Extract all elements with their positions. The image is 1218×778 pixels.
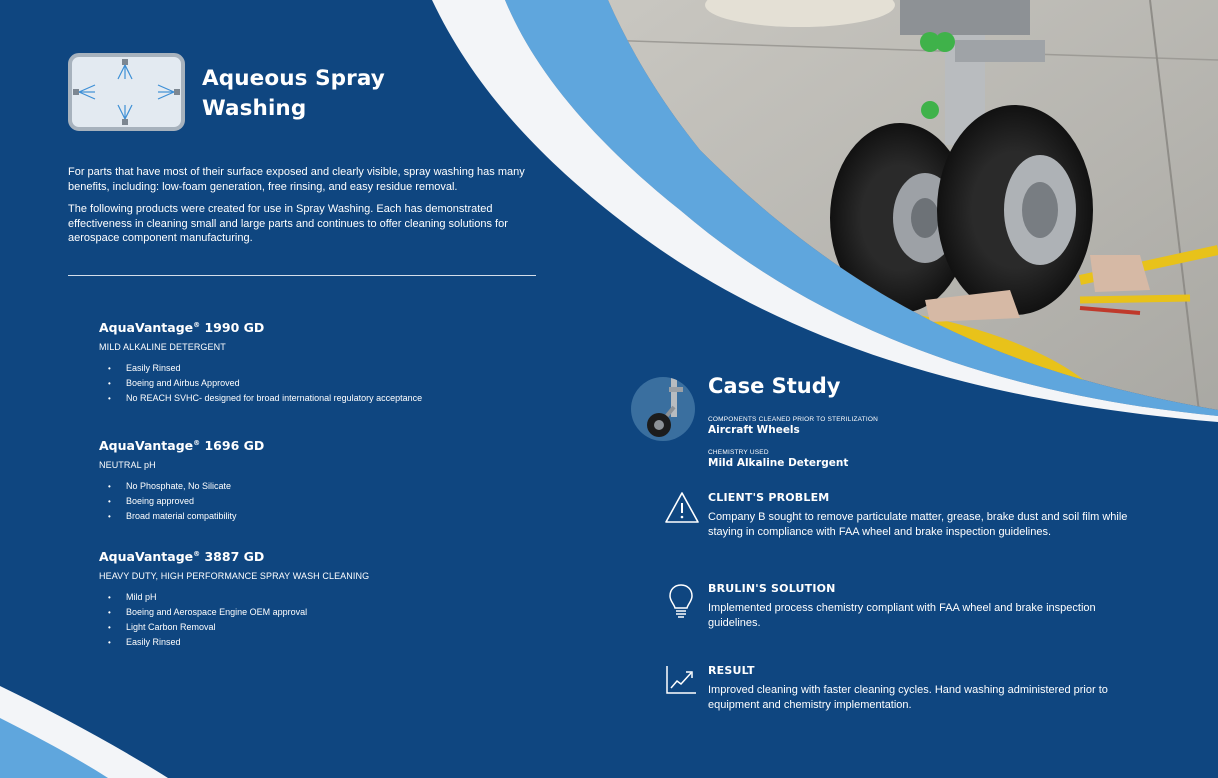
feature-item: • Mild pH: [99, 590, 369, 605]
chemistry-value: Mild Alkaline Detergent: [708, 457, 849, 469]
product-subtitle: NEUTRAL pH: [99, 460, 156, 470]
title-line-2: Washing: [202, 96, 307, 121]
feature-item: • Easily Rinsed: [99, 361, 422, 376]
product-features: [99, 590, 369, 650]
product-name: [99, 438, 264, 453]
title-line-1: Aqueous Spray: [202, 66, 385, 91]
registered-mark: ®: [193, 550, 201, 558]
product-brand: AquaVantage: [99, 549, 194, 564]
product-features: [99, 479, 264, 524]
spray-chamber-icon: [68, 53, 185, 136]
registered-mark: ®: [193, 439, 201, 447]
chemistry-label: CHEMISTRY USED: [708, 449, 769, 456]
intro-paragraph-1: For parts that have most of their surface exposed and clearly visible, spray washing has many benefits, including: low-foam generation, free rinsing, and easy residue removal.: [68, 166, 525, 193]
warning-icon: [664, 491, 700, 529]
lightbulb-icon: [668, 583, 694, 624]
product-name: [99, 549, 369, 564]
result-heading: RESULT: [708, 664, 755, 677]
result-section: [708, 664, 1148, 713]
components-label: COMPONENTS CLEANED PRIOR TO STERILIZATION: [708, 416, 879, 423]
feature-item: • No Phosphate, No Silicate: [99, 479, 264, 494]
feature-item: • Boeing and Airbus Approved: [99, 376, 422, 391]
components-value: Aircraft Wheels: [708, 424, 800, 436]
solution-text: Implemented process chemistry compliant with FAA wheel and brake inspection guidelines.: [708, 602, 1096, 629]
product-block-1990: [99, 320, 422, 406]
components-info: [708, 416, 878, 436]
product-features: [99, 361, 422, 406]
product-brand: AquaVantage: [99, 320, 194, 335]
landing-gear-icon: [631, 377, 695, 446]
chemistry-info: [708, 449, 848, 469]
feature-item: • Light Carbon Removal: [99, 620, 369, 635]
problem-text: Company B sought to remove particulate matter, grease, brake dust and soil film while staying in compliance with FAA wheel and brake inspection guidelines.: [708, 511, 1128, 538]
feature-item: • Easily Rinsed: [99, 635, 369, 650]
feature-item: • No REACH SVHC- designed for broad international regulatory acceptance: [99, 391, 422, 406]
product-block-3887: [99, 549, 369, 650]
product-code: 1990 GD: [204, 320, 265, 335]
product-subtitle: MILD ALKALINE DETERGENT: [99, 342, 226, 352]
case-study-title: Case Study: [708, 374, 841, 398]
product-code: 3887 GD: [204, 549, 265, 564]
solution-heading: BRULIN'S SOLUTION: [708, 582, 836, 595]
product-brand: AquaVantage: [99, 438, 194, 453]
solution-section: [708, 582, 1148, 631]
product-name: [99, 320, 422, 335]
result-text: Improved cleaning with faster cleaning cycles. Hand washing administered prior to equipment and chemistry implementation.: [708, 684, 1108, 711]
client-problem-section: [708, 491, 1148, 540]
feature-item: • Boeing and Aerospace Engine OEM approval: [99, 605, 369, 620]
feature-item: • Broad material compatibility: [99, 509, 264, 524]
trend-chart-icon: [665, 665, 697, 700]
page-title: [202, 64, 502, 124]
feature-item: • Boeing approved: [99, 494, 264, 509]
registered-mark: ®: [193, 321, 201, 329]
product-block-1696: [99, 438, 264, 524]
intro-paragraph-2: The following products were created for use in Spray Washing. Each has demonstrated effectiveness in cleaning small and large parts and continues to offer cleaning solutions for aerospace component manufacturing.: [68, 203, 508, 244]
product-subtitle: HEAVY DUTY, HIGH PERFORMANCE SPRAY WASH CLEANING: [99, 571, 370, 581]
problem-heading: CLIENT'S PROBLEM: [708, 491, 830, 504]
section-divider: [68, 275, 536, 276]
product-code: 1696 GD: [204, 438, 265, 453]
